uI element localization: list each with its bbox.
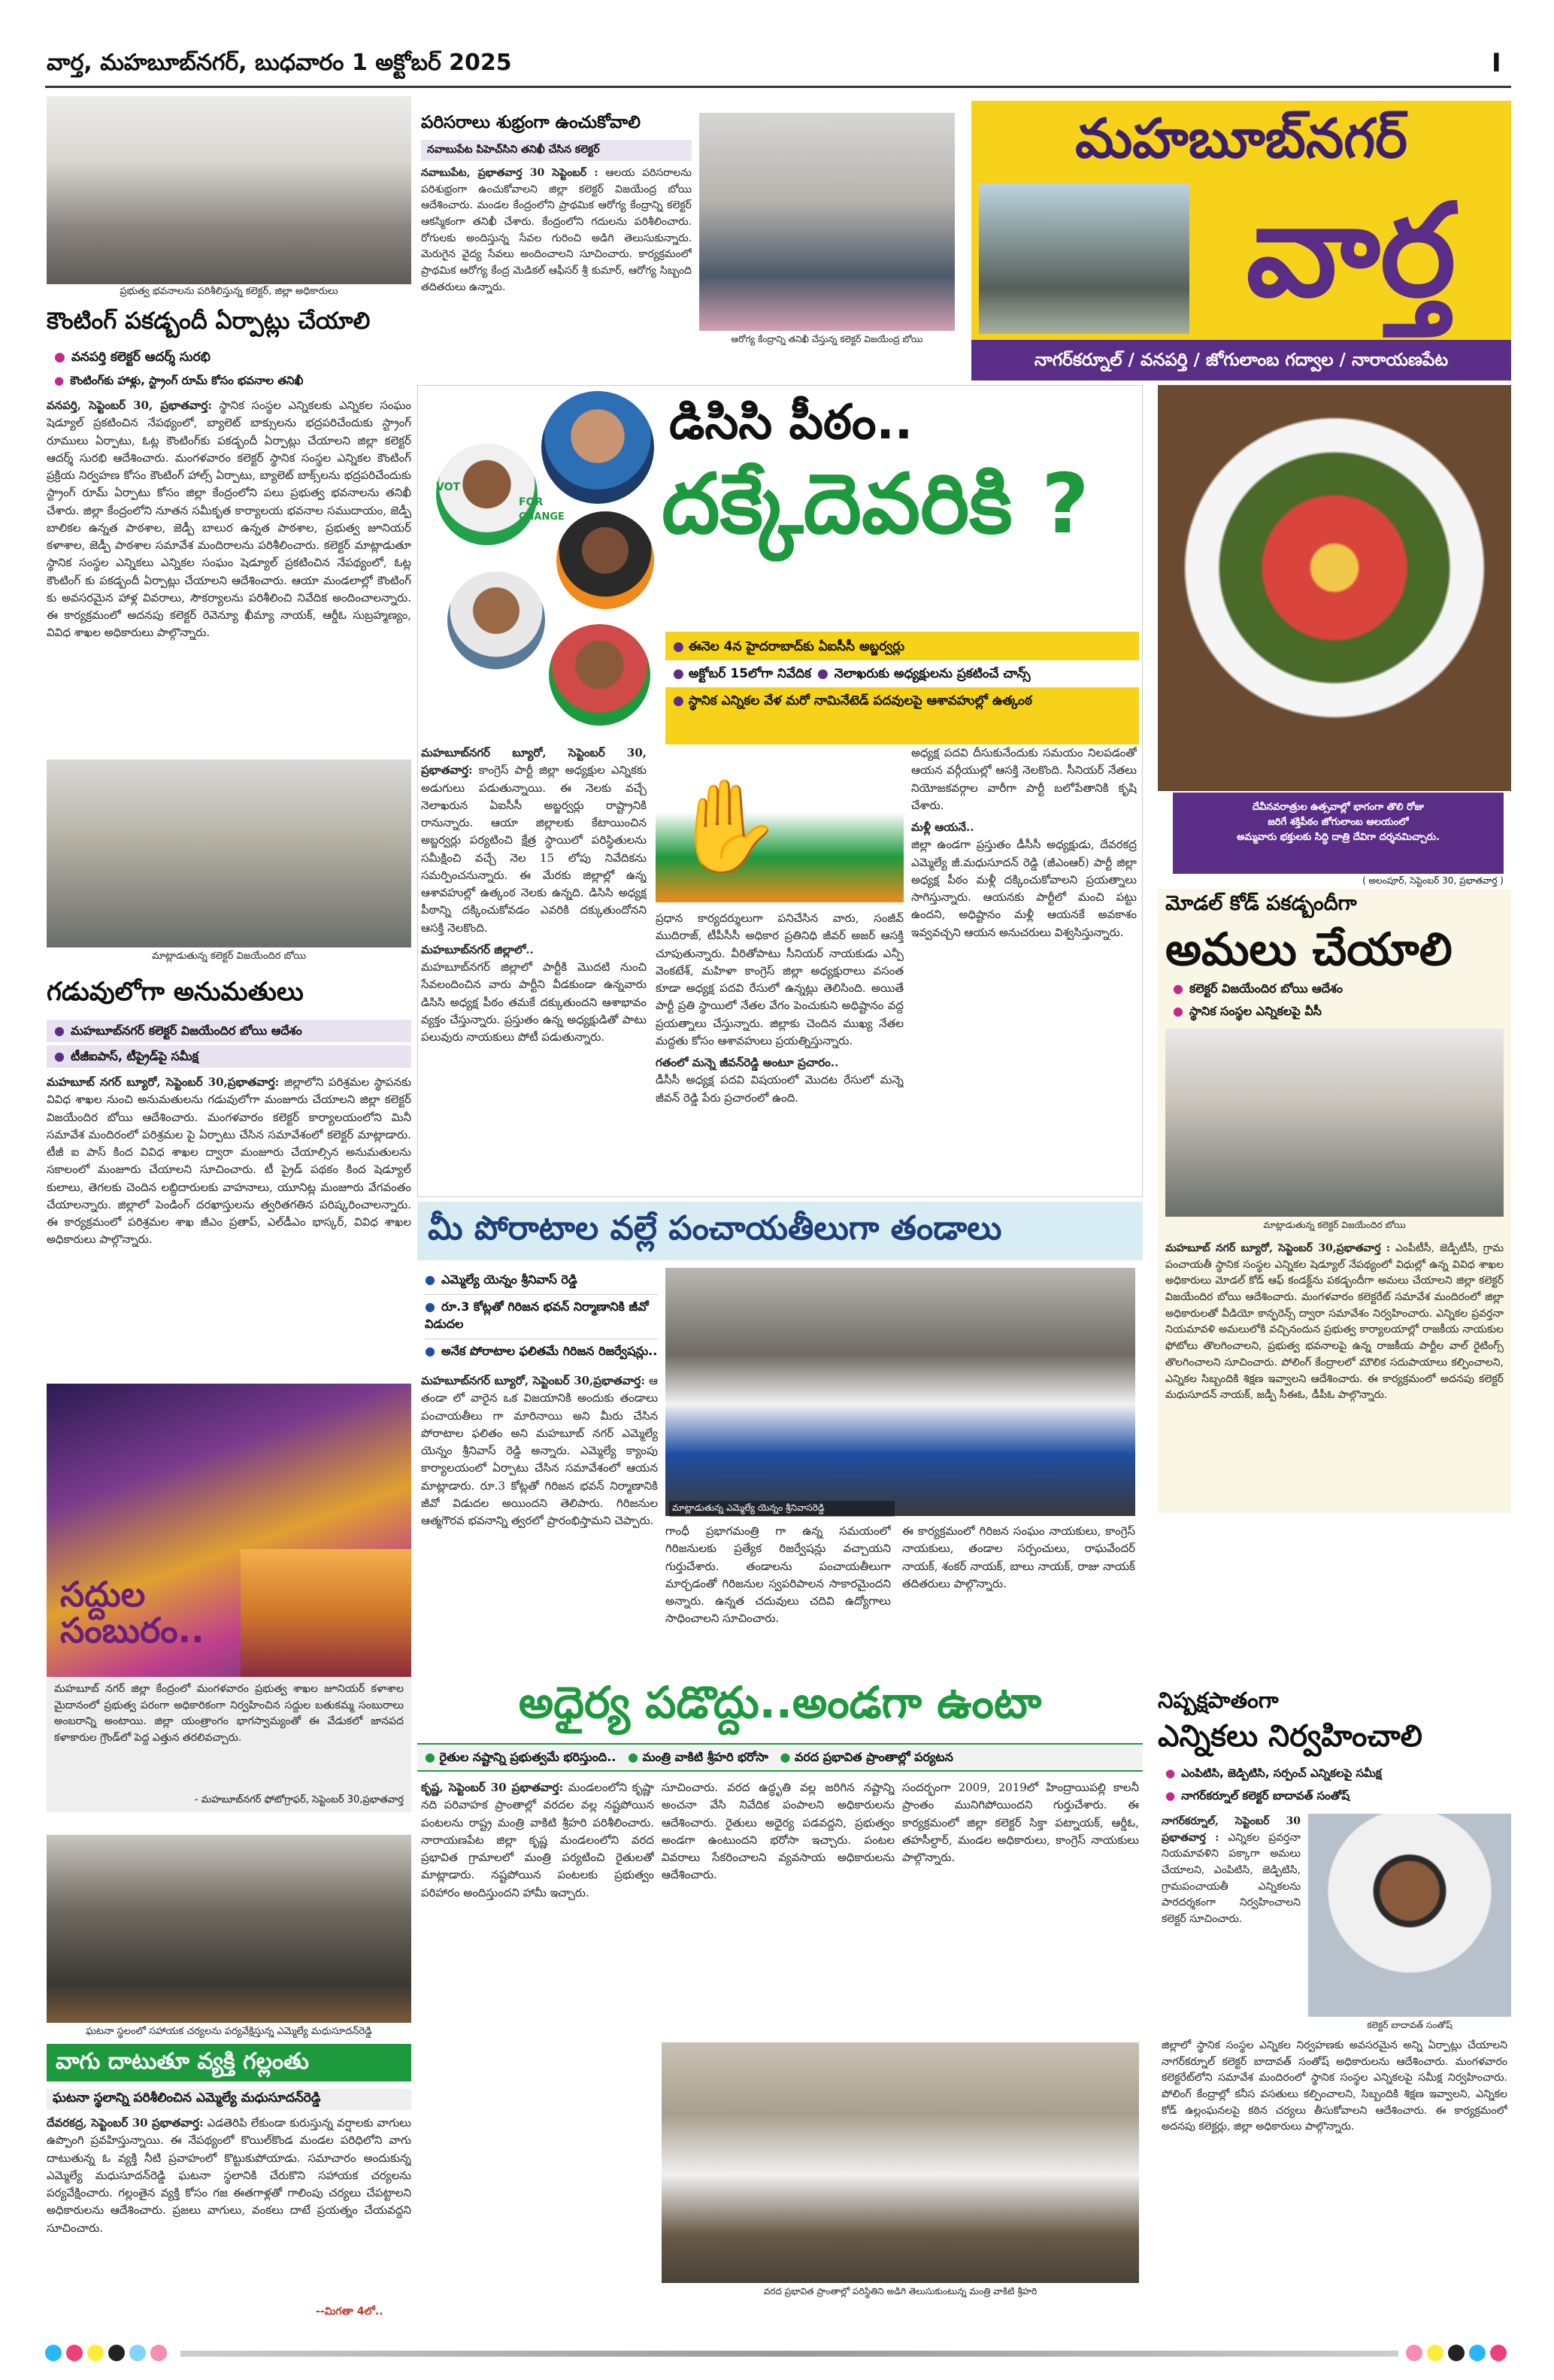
- dcc-bullet-1: ● ఈనెల 4న హైదరాబాద్‌కు ఏఐసీసీ అబ్జర్వర్లు: [673, 639, 905, 654]
- minister-dateline: కృష్ణ, సెప్టెంబర్ 30 ప్రభాతవార్త:: [421, 1781, 564, 1794]
- permissions-text: జిల్లాలోని పరిశ్రమల స్థాపనకు వివిధ శాఖల నుంచి అనుమతులను గడువులోగా మంజూరు చేయాలని జిల్లా కలెక్టర్ విజయేందిర బోయి ఆదేశించారు. మంగళవారం కలెక్టర్ కార్యాలయంలోని మినీ సమావేశ మందిరంలో పరిశ్రమల పై ఏర్పాటు చేసిన సమావేశంలో కలెక్టర్ మాట్లాడారు. టీజీ ఐ పాస్ కింద వివిధ శాఖల ద్వారా మంజూరు చేయాల్సిన అనుమతులను సకాలంలో మంజూరు చేయాలని సూచించారు. టీ ప్రైడ్ పథకం కింద షెడ్యూల్ కులాలు, తెగలకు చెందిన లబ్ధిదారులకు వాహనాలు, యూనిట్ల మంజూరు వేగవంతం చేయాలన్నారు. జిల్లాలో పెండింగ్ దరఖాస్తులను త్వరితగతిన పరిష్కరించాలన్నారు. ఈ కార్యక్రమంలో పరిశ్రమల శాఖ జీఎం ప్రతాప్, ఎల్‌డీఎం భాస్కర్, వివిధ శాఖల అధికారులు పాల్గొన్నారు.: [47, 1075, 411, 1247]
- dcc-candidate-photo-5: [549, 624, 650, 726]
- minister-bullets: [417, 1743, 1143, 1772]
- stream-dateline: దేవరకద్ర, సెప్టెంబర్ 30 ప్రభాతవార్త:: [47, 2116, 204, 2130]
- dcc-col1-subhead: మహబూబ్‌నగర్ జిల్లాలో..: [421, 942, 534, 957]
- bullet-icon: ●: [673, 693, 684, 708]
- goddess-caption-3: అమ్మవారు భక్తులకు సిద్ధి దాత్రి దేవిగా దర్శనమిచ్చారు.: [1237, 832, 1440, 844]
- goddess-caption-2: జరిగే శక్తిపీఠం జోగులాంబ ఆలయంలో: [1268, 817, 1409, 829]
- page-number: I: [1492, 48, 1501, 78]
- cleanliness-photo: [699, 113, 955, 331]
- registration-dots-right: [1406, 2345, 1511, 2364]
- bathukamma-body: మహబూబ్ నగర్ జిల్లా కేంద్రంలో మంగళవారం ప్రభుత్వ శాఖల జూనియర్ కళాశాల మైదానంలో ప్రభుత్వ పరంగా అధికారికంగా నిర్వహించిన సద్దుల బతుకమ్మ సంబురాలు అంబరాన్ని అంటాయి. జిల్లా యంత్రాంగం భాగస్వామ్యంతో ఈ వేడుకలో జానపద కళాకారుల గ్రౌండ్‌లో పెద్ద ఎత్తున తరలివచ్చారు.: [54, 1683, 404, 1745]
- stream-body: [47, 2115, 411, 2303]
- minister-bullet-2: మంత్రి వాకిటి శ్రీహరి భరోసా: [642, 1750, 768, 1764]
- cleanliness-photo-caption: ఆరోగ్య కేంద్రాన్ని తనిఖీ చేస్తున్న కలెక్టర్ విజయేంద్ర బోయి: [731, 334, 923, 344]
- counting-body: [47, 397, 411, 754]
- masthead-edition: మహబూబ్‌నగర్: [1075, 107, 1407, 170]
- minister-bullet-1: రైతుల నష్టాన్ని ప్రభుత్వమే భరిస్తుంది..: [439, 1750, 616, 1764]
- dateline-header: వార్త, మహబూబ్‌నగర్, బుధవారం 1 అక్టోబర్ 2025: [47, 50, 512, 76]
- dcc-photo-label-vot: VOT: [436, 481, 461, 493]
- cleanliness-text: ఆలయ పరిసరాలను పరిశుభ్రంగా ఉంచుకోవాలని జిల్లా కలెక్టర్ విజయేంద్ర బోయి ఆదేశించారు. మండల కేంద్రంలోని ప్రాథమిక ఆరోగ్య కేంద్రాన్ని కలెక్టర్ ఆకస్మికంగా తనిఖీ చేశారు. కేంద్రంలోని గదులను పరిశీలించారు. రోగులకు అందిస్తున్న సేవల గురించి అడిగి తెలుసుకున్నారు. మెరుగైన వైద్య సేవలు అందించాలని సూచించారు. కార్యక్రమంలో ప్రాథమిక ఆరోగ్య కేంద్ర మెడికల్ ఆఫీసర్ శ్రీ కుమార్, ఆరోగ్య సిబ్బంది తదితరులు ఉన్నారు.: [421, 167, 692, 293]
- cleanliness-body: [421, 165, 692, 350]
- impartial-kicker: నిష్పక్షపాతంగా: [1158, 1687, 1279, 1713]
- code-photo-caption: మాట్లాడుతున్న కలెక్టర్ విజయేందిర బోయి: [1263, 1220, 1406, 1230]
- bullet-icon: ●: [673, 666, 684, 681]
- bathukamma-credit: - మహబూబ్‌నగర్ ఫోటోగ్రాఫర్, సెప్టెంబర్ 30,ప్రభాతవార్త: [194, 1794, 404, 1805]
- stream-text: ఎడతెరిపి లేకుండా కురుస్తున్న వర్షాలకు వాగులు ఉప్పొంగి ప్రవహిస్తున్నాయి. ఈ నేపథ్యంలో కొయిల్‌కొండ మండల పరిధిలోని వాగు దాటుతున్న ఓ వ్యక్తి నీటి ప్రవాహంలో కొట్టుకుపోయాడు. సమాచారం అందుకున్న ఎమ్మెల్యే మధుసూదన్‌రెడ్డి ఘటనా స్థలానికి చేరుకొని సహాయక చర్యలను పర్యవేక్షించారు. గల్లంతైన వ్యక్తి కోసం గజ ఈతగాళ్లతో గాలింపు చర్యలు చేపట్టాలని అధికారులను ఆదేశించారు. ప్రజలు వాగులు, వంకలు దాటే ప్రయత్నం చేయవద్దని సూచించారు.: [47, 2116, 411, 2235]
- bullet-icon: ●: [54, 1049, 65, 1063]
- dcc-bullets: [665, 632, 1139, 744]
- counting-text: స్థానిక సంస్థల ఎన్నికలకు ఎన్నికల సంఘం షెడ్యూల్ ప్రకటించిన నేపథ్యంలో, బ్యాలెట్ బాక్సులను భద్రపరిచేందుకు స్ట్రాంగ్ రూములు ఏర్పాటు, ఓట్ల కౌంటింగ్‌కు పకడ్బందీ ఏర్పాట్లు చేయాలని జిల్లా కలెక్టర్ ఆదర్శ్ సురభి ఆదేశించారు. మంగళవారం కలెక్టర్ స్థానిక సంస్థల ఎన్నికల కౌంటింగ్ ప్రక్రియ నిర్వహణ కోసం కౌంటింగ్ హాల్స్ ఏర్పాటు, బ్యాలెట్ బాక్స్‌లను భద్రపరిచేందుకు స్ట్రాంగ్ రూమ్ ఏర్పాటు కోసం జిల్లా కేంద్రంలోని పలు ప్రభుత్వ భవనాలను తనిఖీ చేశారు. జిల్లా కేంద్రంలోని నూతన సమీకృత కార్యాలయ భవనాల సముదాయం, జెడ్పీ బాలికల ఉన్నత పాఠశాల, జెడ్పీ బాలుర ఉన్నత పాఠశాల, ప్రభుత్వ జూనియర్ కళాశాల, జెడ్పీ పాఠశాల సమావేశ మందిరాలను పరిశీలించారు. కలెక్టర్ మాట్లాడుతూ స్థానిక సంస్థల ఎన్నికలు ఎన్నికల సంఘం షెడ్యూల్ ప్రకటించిన నేపథ్యంలో, ఓట్ల కౌంటింగ్ కు పకడ్బందీ ఏర్పాట్లు చేయాలని ఆదేశించారు. ఆయా మండలాల్లో కౌంటింగ్ కు అవసరమైన హాళ్ల వివరాలు, సౌకర్యాలను పరిశీలించి నివేదిక అందించాలన్నారు. ఈ కార్యక్రమంలో అదనపు కలెక్టర్ రెవెన్యూ ఖీమ్యా నాయక్, ఆర్డీఓ సుబ్రహ్మణ్యం, వివిధ శాఖల అధికారులు పాల్గొన్నారు.: [47, 399, 411, 640]
- thandas-col1-text: ఆ తండా లో వారైన ఒక విజయానికి అందుకు తండాలు పంచాయతీలు గా మారినాయి అని మీరు చేసిన పోరాటాల ఫలితం అని మహబూబ్ నగర్ ఎమ్మెల్యే యెన్నం శ్రీనివాస్ రెడ్డి అన్నారు. ఎమ్మెల్యే క్యాంపు కార్యాలయంలో ఏర్పాటు చేసిన సమావేశంలో ఆయన మాట్లాడారు. రూ.3 కోట్లతో గిరిజన భవన్ నిర్మాణానికి జీవో విడుదల అయిందని తెలిపారు. గిరిజనుల ఆత్మగౌరవ భవనాన్ని త్వరలో ప్రారంభిస్తామని చెప్పారు.: [421, 1374, 658, 1527]
- minister-col1-text: మండలంలోని కృష్ణా నది పరివాహక ప్రాంతాల్లో వరదల వల్ల నష్టపోయిన పంటలను రాష్ట్ర మంత్రి వాకిటి శ్రీహరి పరిశీలించారు. నారాయణపేట జిల్లా కృష్ణ మండలంలోని వరద ప్రభావిత గ్రామాలలో మంత్రి పర్యటించి రైతులతో మాట్లాడారు. నష్టపోయిన పంటలకు ప్రభుత్వం పరిహారం అందిస్తుందని హామీ ఇచ్చారు.: [421, 1781, 654, 1899]
- bullet-icon: ●: [673, 639, 684, 654]
- stream-headline: వాగు దాటుతూ వ్యక్తి గల్లంతు: [47, 2044, 411, 2081]
- thandas-dateline: మహబూబ్‌నగర్ బ్యూరో, సెప్టెంబర్ 30,ప్రభాతవార్త:: [421, 1374, 645, 1387]
- masthead-districts: నాగర్‌కర్నూల్ / వనపర్తి / జోగులాంబ గద్వాల / నారాయణపేట: [971, 340, 1511, 380]
- thandas-bullet-1: ● ఎమ్మెల్యే యెన్నం శ్రీనివాస్ రెడ్డి: [425, 1268, 658, 1295]
- stream-subheadline: ఘటనా స్థలాన్ని పరిశీలించిన ఎమ్మెల్యే మధుసూదన్‌రెడ్డి: [47, 2089, 411, 2110]
- counting-headline: కౌంటింగ్ పకడ్బందీ ఏర్పాట్లు చేయాలి: [47, 308, 371, 335]
- impartial-photo: [1308, 1814, 1511, 2017]
- stream-jump: --మిగతా 4లో..: [316, 2306, 383, 2318]
- code-text: ఎంపీటీసీ, జెడ్పీటీసీ, గ్రామ పంచాయతీ స్థానిక సంస్థల ఎన్నికల షెడ్యూల్ నేపథ్యంలో విధుల్లో ఉన్న వివిధ శాఖల అధికారులు మోడల్ కోడ్ ఆఫ్ కండక్ట్‌ను పకడ్బందీగా అమలు చేయాలని జిల్లా కలెక్టర్ విజయేందిర బోయి ఆదేశించారు. మంగళవారం కలెక్టరేట్ సమావేశ మందిరంలో జిల్లా అధికారులతో వీడియో కాన్ఫరెన్స్ ద్వారా సమావేశం నిర్వహించారు. ఎన్నికల ప్రవర్తనా నియమావళి అమలులోకి వచ్చినందున ప్రభుత్వ కార్యాలయాల్లో రాజకీయ నాయకుల ఫోటోలు తొలగించాలని, ప్రభుత్వ భవనాలపై ఉన్న రాజకీయ పార్టీల వాల్ రైటింగ్స్ తొలగించాలని సూచించారు. పోలింగ్ కేంద్రాలలో మౌలిక సదుపాయాలు కల్పించాలని, ఎన్నికల సిబ్బందికి శిక్షణ ఇవ్వాలని ఆదేశించారు. ఈ కార్యక్రమంలో అదనపు కలెక్టర్ మధుసూదన్ నాయక్, జడ్పీ సీఈఓ, డీపీఓ పాల్గొన్నారు.: [1165, 1242, 1504, 1402]
- code-bullet-1: ● కలెక్టర్ విజయేందిర బోయి ఆదేశం: [1173, 981, 1343, 996]
- bathukamma-headline-2: సంబురం..: [60, 1610, 204, 1651]
- meeting-photo-caption: మాట్లాడుతున్న కలెక్టర్ విజయేందిర బోయి: [151, 950, 307, 962]
- bullet-icon: ●: [1173, 981, 1183, 996]
- code-photo: [1165, 1029, 1504, 1217]
- dcc-photo-label-for: FOR: [519, 496, 544, 508]
- bullet-icon: ●: [816, 666, 828, 681]
- dcc-headline-main: దక్కేదెవరికి ?: [662, 456, 1089, 552]
- bathukamma-headline-1: సద్దుల: [60, 1574, 146, 1614]
- impartial-dateline: నాగర్‌కర్నూల్, సెప్టెంబర్ 30 ప్రభాతవార్త :: [1162, 1815, 1301, 1844]
- bathukamma-woman-photo: [241, 1549, 411, 1677]
- stream-photo: [47, 1835, 411, 2023]
- impartial-bullet-1: ● ఎంపిటిసి, జెడ్పిటిసి, సర్పంచ్ ఎన్నికలపై సమీక్ష: [1165, 1766, 1382, 1780]
- dcc-col-3: [911, 744, 1137, 1188]
- dcc-byline: మహబూబ్‌నగర్ బ్యూరో, సెప్టెంబర్ 30, ప్రభాతవార్త:: [421, 746, 647, 778]
- bullet-icon: ●: [425, 1344, 435, 1358]
- dcc-col3b-text: జిల్లా ఉండగా ప్రస్తుతం డీసీసీ అధ్యక్షుడు, దేవరకద్ర ఎమ్మెల్యే జీ.మధుసూదన్ రెడ్డి (జీఎంఆర్) పార్టీ జిల్లా అధ్యక్ష పీఠం మళ్లీ దక్కించుకోవాలని ప్రయత్నాలు సాగిస్తున్నారు. ఆయనకు పార్టీలో మంచి పట్టు ఉందని, అధిష్టానం మళ్లీ ఆయనకే అవకాశం ఇవ్వవచ్చని ఆయన అనుచరులు విశ్వసిస్తున్నారు.: [911, 838, 1137, 939]
- footer-color-bar: [45, 2345, 1511, 2361]
- minister-col-2: సూచించారు. వరద ఉద్ధృతి వల్ల జరిగిన నష్టాన్ని అంచనా వేసి నివేదిక పంపాలని అధికారులను ఆదేశించారు. రైతులు అధైర్య పడవద్దని, ప్రభుత్వం అండగా ఉంటుందని భరోసా ఇచ్చారు. పంటల వివరాలు సేకరించాలని వ్యవసాయ అధికారులను ఆదేశించారు.: [662, 1781, 895, 1882]
- thandas-col-1: [421, 1372, 658, 1666]
- bullet-icon: ●: [425, 1299, 435, 1314]
- dcc-candidate-photo-3: [556, 511, 654, 609]
- code-body: [1165, 1241, 1504, 1504]
- thandas-bullet-2: ● రూ.3 కోట్లతో గిరిజన భవన్ నిర్మాణానికి జీవో విడుదల: [425, 1295, 658, 1339]
- bullet-icon: ●: [54, 1023, 65, 1038]
- bullet-icon: ●: [780, 1750, 791, 1764]
- permissions-body: [47, 1074, 411, 1375]
- bullet-icon: ●: [627, 1750, 638, 1764]
- stream-photo-caption: ఘటనా స్థలంలో సహాయక చర్యలను పర్యవేక్షిస్తున్న ఎమ్మెల్యే మధుసూదన్‌రెడ్డి: [86, 2026, 372, 2037]
- footer-gradient: [180, 2351, 1398, 2357]
- impartial-photo-caption: కలెక్టర్ బాదావత్ సంతోష్: [1367, 2020, 1453, 2030]
- impartial-bullet-2: ● నాగర్‌కర్నూల్ కలెక్టర్ బాదావత్ సంతోష్: [1165, 1789, 1350, 1802]
- dcc-col2-text: ప్రధాన కార్యదర్శులుగా పనిచేసిన వారు, సంజీవ్ ముదిరాజ్, టీపీసీసీ అధికార ప్రతినిధి జీవర్ అజర్ ఆసక్తి చూపుతున్నారు. వీరితోపాటు సీనియర్ నాయకుడు ఎన్పీ వెంకటేశ్, మహిళా కాంగ్రెస్ జిల్లా అధ్యక్షురాలు వసంత కూడా అధ్యక్ష పదవి రేసులో ఉన్నట్లు తెలిసింది. అయితే పార్టీ ప్రతి స్థాయిలో నేతల వేగం పెంచుకుని అధిష్టానం వద్ద ప్రయత్నాలు చేస్తున్నారు. జిల్లాకు చెందిన ముఖ్య నేతల మద్దతు కోసం ఆశావహులు ప్రయత్నిస్తున్నారు.: [656, 911, 904, 1048]
- dcc-bullet-4: ● స్థానిక ఎన్నికల వేళ మరో నామినేటెడ్ పదవులపై ఆశావహుల్లో ఉత్కంఠ: [673, 693, 1032, 708]
- masthead: [971, 101, 1511, 380]
- thandas-bullets: [425, 1268, 658, 1366]
- impartial-col-narrow: [1162, 1814, 1301, 2032]
- thandas-bullet-3: ● అనేక పోరాటాల ఫలితమే గిరిజన రిజర్వేషన్లు..: [425, 1344, 658, 1358]
- code-kicker: మోడల్ కోడ్ పకడ్బందీగా: [1165, 892, 1357, 915]
- counting-dateline: వనపర్తి, సెప్టెంబర్ 30, ప్రభాతవార్త:: [47, 399, 212, 412]
- code-bullet-2: ● స్థానిక సంస్థల ఎన్నికలపై వీసీ: [1173, 1004, 1322, 1018]
- impartial-headline: ఎన్నికలు నిర్వహించాలి: [1158, 1719, 1422, 1754]
- counting-photo-caption: ప్రభుత్వ భవనాలను పరిశీలిస్తున్న కలెక్టర్, జిల్లా అధికారులు: [120, 286, 338, 297]
- bullet-icon: ●: [54, 374, 65, 387]
- thandas-col-3: ఈ కార్యక్రమంలో గిరిజన సంఘం నాయకులు, కాంగ్రెస్ నాయకులు, తండాల సర్పంచులు, రాఘవేందర్ నాయక్, శంకర్ నాయక్, బాలు నాయక్, రాజు నాయక్ తదితరులు పాల్గొన్నారు.: [902, 1524, 1135, 1590]
- permissions-bullet-2: ● టీజీఐపాస్, టీప్రైడ్‌పై సమీక్ష: [47, 1045, 411, 1068]
- minister-photo-caption: వరద ప్రభావిత ప్రాంతాల్లో పరిస్థితిని అడిగి తెలుసుకుంటున్న మంత్రి వాకిటి శ్రీహరి: [763, 2286, 1038, 2297]
- impartial-narrow-text: ఎన్నికల ప్రవర్తనా నియమావళిని పక్కాగా అమలు చేయాలని, ఎంపిటిసి, జెడ్పిటిసి, గ్రామపంచాయతీ ఎన్నికలను పారదర్శకంగా నిర్వహించాలని కలెక్టర్ సూచించారు.: [1162, 1831, 1301, 1926]
- goddess-caption-1: దేవీనవరాత్రుల ఉత్సవాల్లో భాగంగా తొలి రోజు: [1252, 802, 1425, 813]
- minister-col-1: [421, 1779, 654, 2306]
- impartial-body: జిల్లాలో స్థానిక సంస్థల ఎన్నికల నిర్వహణకు అవసరమైన అన్ని ఏర్పాట్లు చేయాలని నాగర్‌కర్నూల్ కలెక్టర్ బాదావత్ సంతోష్ అధికారులను ఆదేశించారు. మంగళవారం కలెక్టరేట్‌లోని సమావేశ మందిరంలో స్థానిక సంస్థల ఎన్నికలపై సమీక్ష నిర్వహించారు. పోలింగ్ కేంద్రాల్లో కనీస వసతులు కల్పించాలని, సిబ్బందికి శిక్షణ ఇవ్వాలని, ఎన్నికల కోడ్ ఉల్లంఘనలపై కఠిన చర్యలు తీసుకోవాలని ఆదేశించారు. ఈ కార్యక్రమంలో అదనపు కలెక్టర్లు, జిల్లా అధికారులు పాల్గొన్నారు.: [1162, 2039, 1507, 2133]
- masthead-dam-photo: [979, 183, 1189, 334]
- dcc-col-1: [421, 744, 647, 1188]
- dcc-headline-top: డిసిసి పీఠం..: [669, 395, 913, 450]
- masthead-paper: వార్త: [1246, 177, 1456, 326]
- bullet-icon: ●: [54, 350, 65, 365]
- minister-headline: అధైర్య పడొద్దు..అండగా ఉంటా: [518, 1677, 1042, 1728]
- cleanliness-headline: పరిసరాలు శుభ్రంగా ఉంచుకోవాలి: [421, 113, 641, 132]
- dcc-photo-label-change: CHANGE: [519, 511, 565, 523]
- code-headline: అమలు చేయాలి: [1165, 923, 1453, 976]
- dcc-col1b-text: మహబూబ్‌నగర్ జిల్లాలో పార్టీకి మొదటి నుంచి సేవలందించిన వారు పార్టీని వీడకుండా ఉన్నవారు డిసిసి అధ్యక్ష పీఠం తమకే దక్కుతుందని ఆశాభావం వ్యక్తం చేస్తున్నారు. ప్రస్తుతం ఉన్న అధ్యక్షుడితో పాటు పలువురు నాయకులు పోటీ పడుతున్నారు.: [421, 960, 647, 1044]
- dcc-col-2: [656, 910, 904, 1188]
- congress-logo: [656, 752, 904, 902]
- counting-bullet-2: ● కౌంటింగ్‌కు హాళ్లు, స్ట్రాంగ్ రూమ్ కోసం భవనాల తనిఖీ: [54, 374, 304, 387]
- dcc-bullet-2: ● అక్టోబర్ 15లోగా నివేదిక ● నెలాఖరుకు అధ్యక్షులను ప్రకటించే చాన్స్: [665, 660, 1139, 687]
- thandas-photo: [665, 1268, 1135, 1516]
- cleanliness-subheadline: నవాబుపేట పిహెచ్‌సిని తనిఖీ చేసిన కలెక్టర్: [421, 140, 692, 161]
- dcc-col2-subhead: గతంలో మన్నె జీవన్‌రెడ్డి అంటూ ప్రచారం..: [656, 1056, 839, 1069]
- registration-dots-left: [45, 2345, 171, 2364]
- bathukamma-headline: [60, 1576, 241, 1649]
- hand-icon: ✋: [671, 775, 783, 879]
- code-dateline: మహబూబ్ నగర్ బ్యూరో, సెప్టెంబర్ 30,ప్రభాతవార్త :: [1165, 1242, 1391, 1254]
- dcc-candidate-photo-4: [447, 572, 545, 669]
- goddess-photo: [1158, 385, 1511, 791]
- thandas-photo-caption: మాట్లాడుతున్న ఎమ్మెల్యే యెన్నం శ్రీనివాసరెడ్డి: [669, 1501, 895, 1517]
- dcc-col2b-text: డీసీసీ అధ్యక్ష పదవి విషయంలో మొదట రేసులో మన్నె జీవన్ రెడ్డి పేరు ప్రచారంలో ఉంది.: [656, 1073, 904, 1105]
- bullet-icon: ●: [1165, 1766, 1176, 1780]
- bullet-icon: ●: [425, 1272, 435, 1287]
- goddess-caption: [1173, 793, 1504, 874]
- dcc-col3-subhead: మళ్లీ ఆయనే..: [911, 820, 974, 834]
- goddess-credit: ( అలంపూర్, సెప్టెంబర్ 30, ప్రభాతవార్త ): [1362, 875, 1504, 886]
- dcc-candidate-photo-1: [541, 391, 654, 504]
- counting-photo: [47, 96, 411, 284]
- minister-photo: [662, 2042, 1139, 2283]
- minister-bullet-3: వరద ప్రభావిత ప్రాంతాల్లో పర్యటన: [795, 1750, 953, 1764]
- dcc-col1-text: కాంగ్రెస్ పార్టీ జిల్లా అధ్యక్షుల ఎన్నికకు అడుగులు పడుతున్నాయి. ఈ నెలకు వచ్చే నెలాఖరున ఏఐసీసీ అబ్జర్వర్లు రాష్ట్రానికి రానున్నారు. ఆయా జిల్లాలకు కేటాయించిన అబ్జర్వర్లు పర్యటించి క్షేత్ర స్థాయిలో పరిస్థితులను సమీక్షించి వచ్చే నెల 15 లోపు నివేదికను సమర్పించనున్నారు. ఈ మేరకు జిల్లాల్లో ఉన్న ఆశావహుల్లో ఉత్కంఠ నెలకు ఉన్నది. డిసిసి అధ్యక్ష పీఠాన్ని దక్కించుకోవడం ఎవరికి దక్కుతుందోనని ఆసక్తి నెలకొంది.: [421, 763, 647, 935]
- bullet-icon: ●: [425, 1750, 435, 1764]
- header-rule: [45, 86, 1511, 88]
- counting-bullet-1: ● వనపర్తి కలెక్టర్ ఆదర్శ్ సురభి: [54, 350, 211, 365]
- dcc-candidate-photo-2: [436, 444, 538, 545]
- minister-col-3: సందర్భంగా 2009, 2019లో హింద్రాయిపల్లి కాలనీ ప్రాంతం మునిగిపోయిందని గుర్తుచేశారు. ఈ కార్యక్రమంలో జిల్లా కలెక్టర్ సిక్తా పట్నాయక్, ఆర్డీఓ, తహసీల్దార్, మండల అధికారులు, కాంగ్రెస్ నాయకులు పాల్గొన్నారు.: [902, 1781, 1139, 1864]
- meeting-photo: [47, 759, 411, 947]
- bullet-icon: ●: [1173, 1004, 1183, 1018]
- cleanliness-dateline: నవాబుపేట, ప్రభాతవార్త 30 సెప్టెంబర్ :: [421, 167, 598, 179]
- bullet-icon: ●: [1165, 1789, 1176, 1802]
- dcc-col3-text: అధ్యక్ష పదవి దీసుకునేందుకు సమయం నిలపడంతో ఆయన వర్గీయుల్లో ఆసక్తి నెలకొంది. సీనియర్ నేతలు నియోజకవర్గాల వారీగా పార్టీ బలోపేతానికి కృషి చేశారు.: [911, 746, 1137, 812]
- permissions-headline: గడువులోగా అనుమతులు: [47, 977, 304, 1007]
- permissions-dateline: మహబూబ్ నగర్ బ్యూరో, సెప్టెంబర్ 30,ప్రభాతవార్త:: [47, 1075, 280, 1089]
- thandas-col-2: గాంధీ ప్రభాగమంత్రి గా ఉన్న సమయంలో గిరిజనులకు ప్రత్యేక రిజర్వేషన్లు వచ్చాయని గుర్తుచేశారు. తండాలను పంచాయతీలుగా మార్చడంతో గిరిజనుల స్వపరిపాలన సాకారమైందని అన్నారు. ఉన్నత చదువులు చదివి ఉద్యోగాలు సాధించాలని సూచించారు.: [665, 1524, 891, 1626]
- thandas-headline: మీ పోరాటాల వల్లే పంచాయతీలుగా తండాలు: [417, 1202, 1143, 1260]
- permissions-bullet-1: ● మహబూబ్‌నగర్ కలెక్టర్ విజయేందిర బోయి ఆదేశం: [47, 1020, 411, 1042]
